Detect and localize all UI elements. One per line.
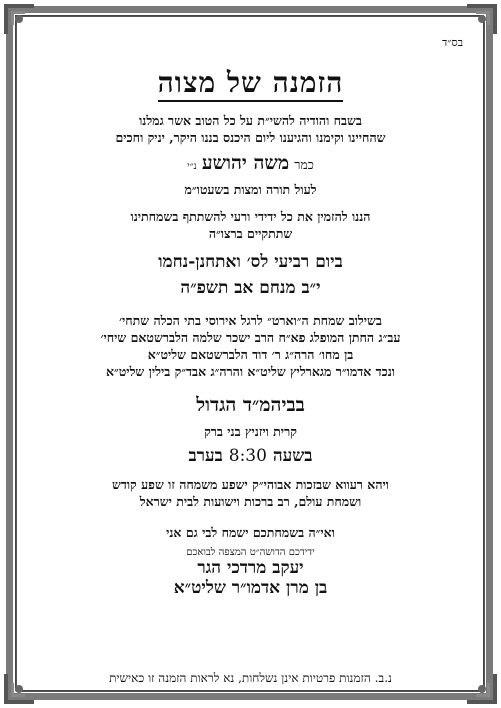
mitzvah-line: לעול תורה ומצות בשעטו״מ bbox=[184, 182, 317, 197]
corner-ornament-icon bbox=[465, 2, 499, 36]
groom-suffix: נ״י bbox=[187, 161, 197, 172]
time-suffix: בערב bbox=[188, 446, 223, 466]
time-prefix: בשעה bbox=[272, 446, 313, 466]
venue-name: בביהמ״ד הגדול bbox=[196, 394, 305, 416]
invitation-body bbox=[34, 18, 467, 694]
groom-name: משה יהושע bbox=[201, 152, 290, 174]
combined-event-line: בשילוב שמחת ה״וארט״ לרגל אירוסי בתי הכלה שתחי׳ bbox=[119, 313, 382, 328]
signature-title: בן מרן אדמו״ר שליט״א bbox=[173, 578, 328, 598]
combined-event-line: בן מחו׳ הרה״ג ר׳ דוד הלברשטאם שליט״א bbox=[147, 347, 354, 362]
combined-event-line: ונכד אדמו״ר מגארליץ שליט״א והרה״ג אבד״ק בילין שליט״א bbox=[105, 364, 396, 379]
blessing-line: ושמחת עולם, רב ברכות וישועות לבית ישראל bbox=[139, 494, 362, 509]
invite-line: שתתקיים ברצו״ה bbox=[208, 226, 293, 241]
intro-line: בשבח והודיה להשי״ת על כל הטוב אשר גמלנו bbox=[139, 113, 362, 128]
corner-ornament-icon bbox=[465, 672, 499, 706]
corner-mark: בס״ד bbox=[441, 36, 463, 49]
corner-ornament-icon bbox=[2, 672, 36, 706]
groom-line bbox=[34, 152, 467, 175]
signature-intro: ידידכם הדושה״ט המצפה לבואכם bbox=[186, 547, 315, 558]
intro-line: שהחיינו וקימנו והגיענו ליום היכנס בננו היקר, יניק וחכים bbox=[115, 130, 386, 145]
invitation-title: הזמנה של מצוה bbox=[158, 66, 344, 102]
combined-event-line: עב״ג החתן המופלג פא״ח הרב ישכר שלמה הלברשטאם שיחי׳ bbox=[100, 330, 401, 345]
time-value: 8:30 bbox=[228, 446, 267, 466]
event-time bbox=[34, 446, 467, 466]
event-day: ביום רביעי לס׳ ואתחנן-נחמו bbox=[158, 252, 343, 272]
venue-address: קרית ויזניץ בני ברק bbox=[204, 424, 297, 439]
groom-prefix: כמר bbox=[294, 157, 314, 172]
corner-ornament-icon bbox=[2, 2, 36, 36]
invite-line: הננו להזמין את כל ידידי ורעי להשתתף בשמחתינו bbox=[130, 209, 371, 224]
event-date: י״ב מנחם אב תשפ״ה bbox=[180, 278, 321, 298]
blessing-line: ויהא רעווא שבזכות אבוהי״ק ישפע משמחה זו שפע קודש bbox=[111, 477, 389, 492]
footnote: נ.ב. הזמנות פרטיות אינן נשלחות, נא לראות הזמנה זו כאישית bbox=[109, 671, 392, 685]
closing-line: ואי״ה בשמחתכם ישמח לבי גם אני bbox=[166, 525, 335, 540]
signature-name: יעקב מרדכי הגר bbox=[197, 558, 304, 578]
